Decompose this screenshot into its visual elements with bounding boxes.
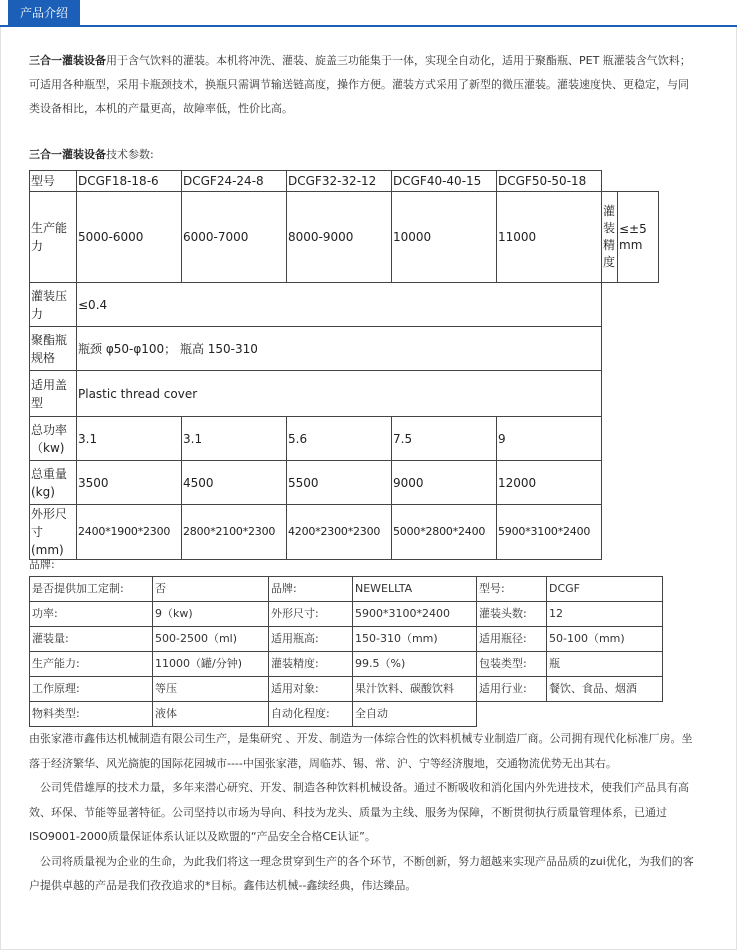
weight-cell: 3500 — [77, 461, 182, 505]
precision-label: 灌装精度 — [602, 192, 618, 283]
spec-row-size — [30, 505, 659, 560]
spec-row-pressure — [30, 283, 659, 327]
param-label: 生产能力: — [30, 652, 153, 677]
capacity-cell: 11000 — [497, 192, 602, 283]
param-label: 包装类型: — [477, 652, 547, 677]
param-label: 品牌: — [269, 577, 353, 602]
size-cell: 5900*3100*2400 — [497, 505, 602, 560]
param-value: 餐饮、食品、烟酒 — [547, 677, 663, 702]
precision-value: ≤±5mm — [618, 192, 659, 283]
params-row — [30, 702, 663, 727]
params-row — [30, 677, 663, 702]
size-cell: 5000*2800*2400 — [392, 505, 497, 560]
model-cell: DCGF18-18-6 — [77, 171, 182, 192]
param-label: 适用瓶高: — [269, 627, 353, 652]
company-paragraph-3: 公司将质量视为企业的生命，为此我们将这一理念贯穿到生产的各个环节，不断创新，努力超越来实现产品品质的zui优化，为我们的客户提供卓越的产品是我们孜孜追求的*目标。鑫伟达机械--鑫续经典，伟达臻品。 — [29, 854, 694, 892]
weight-cell: 4500 — [182, 461, 287, 505]
size-label: 外形尺寸(mm) — [30, 505, 77, 560]
company-intro — [29, 727, 695, 899]
power-cell: 3.1 — [182, 417, 287, 461]
spec-row-cap — [30, 371, 659, 417]
param-value: 9（kw) — [153, 602, 269, 627]
param-value: NEWELLTA — [353, 577, 477, 602]
capacity-cell: 8000-9000 — [287, 192, 392, 283]
weight-label: 总重量(kg) — [30, 461, 77, 505]
param-label: 适用行业: — [477, 677, 547, 702]
param-value: 12 — [547, 602, 663, 627]
param-label: 物料类型: — [30, 702, 153, 727]
weight-cell: 9000 — [392, 461, 497, 505]
company-paragraph-1: 由张家港市鑫伟达机械制造有限公司生产，是集研究 、开发、制造为一体综合性的饮料机械专业制造厂商。公司拥有现代化标准厂房。坐落于经济繁华、风光旖旎的国际花园城市----中国张家港，周临苏、锡、常、沪、宁等经济腹地，交通物流优势无出其右。 — [29, 732, 693, 770]
intro-product-name: 三合一灌装设备 — [29, 54, 106, 67]
capacity-cell: 6000-7000 — [182, 192, 287, 283]
spec-table — [29, 170, 659, 560]
param-value: 液体 — [153, 702, 269, 727]
spec-row-model — [30, 171, 659, 192]
params-row — [30, 577, 663, 602]
weight-cell: 12000 — [497, 461, 602, 505]
weight-cell: 5500 — [287, 461, 392, 505]
size-cell: 4200*2300*2300 — [287, 505, 392, 560]
intro-text: 用于含气饮料的灌装。本机将冲洗、灌装、旋盖三功能集于一体，实现全自动化，适用于聚酯瓶、PET 瓶灌装含气饮料；可适用各种瓶型，采用卡瓶颈技术，换瓶只需调节输送链高度，操作方便。灌装方式采用了新型的微压灌装。灌装速度快、更稳定，与同类设备相比，本机的产量更高，故障率低，性价比高。 — [29, 54, 691, 115]
power-cell: 5.6 — [287, 417, 392, 461]
model-label: 型号 — [30, 171, 77, 192]
product-content — [0, 27, 737, 950]
param-label: 外形尺寸: — [269, 602, 353, 627]
param-label: 灌装量: — [30, 627, 153, 652]
spec-row-weight — [30, 461, 659, 505]
param-value: 否 — [153, 577, 269, 602]
spec-title-suffix: 技术参数: — [106, 148, 154, 161]
param-value: 11000（罐/分钟) — [153, 652, 269, 677]
spec-title-product: 三合一灌装设备 — [29, 148, 106, 161]
param-value: 50-100（mm) — [547, 627, 663, 652]
model-cell: DCGF24-24-8 — [182, 171, 287, 192]
size-cell: 2400*1900*2300 — [77, 505, 182, 560]
power-cell: 7.5 — [392, 417, 497, 461]
pressure-value: ≤0.4 — [77, 283, 602, 327]
brand-label: 品牌: — [29, 558, 55, 571]
model-cell: DCGF32-32-12 — [287, 171, 392, 192]
param-label: 功率: — [30, 602, 153, 627]
param-value: 果汁饮料、碳酸饮料 — [353, 677, 477, 702]
param-value: DCGF — [547, 577, 663, 602]
size-cell: 2800*2100*2300 — [182, 505, 287, 560]
capacity-label: 生产能力 — [30, 192, 77, 283]
cap-value: Plastic thread cover — [77, 371, 602, 417]
param-value: 500-2500（ml) — [153, 627, 269, 652]
tab-product-intro[interactable]: 产品介绍 — [8, 0, 80, 27]
company-paragraph-2: 公司凭借雄厚的技术力量，多年来潜心研究、开发、制造各种饮料机械设备。通过不断吸收和消化国内外先进技术，使我们产品具有高效、环保、节能等显著特征。公司坚持以市场为导向、科技为龙头、质量为主线、服务为保障，不断贯彻执行质量管理体系，已通过ISO9001-2000质量保证体系认证以及欧盟的“产品安全合格CE认证”。 — [29, 781, 689, 843]
spec-row-capacity — [30, 192, 659, 283]
params-table — [29, 576, 663, 727]
power-cell: 9 — [497, 417, 602, 461]
param-label: 工作原理: — [30, 677, 153, 702]
param-label: 是否提供加工定制: — [30, 577, 153, 602]
params-row — [30, 652, 663, 677]
bottle-label: 聚酯瓶规格 — [30, 327, 77, 371]
param-value: 99.5（%) — [353, 652, 477, 677]
model-cell: DCGF40-40-15 — [392, 171, 497, 192]
param-value: 全自动 — [353, 702, 477, 727]
capacity-cell: 10000 — [392, 192, 497, 283]
intro-paragraph — [29, 49, 694, 121]
param-label: 灌装头数: — [477, 602, 547, 627]
param-label: 型号: — [477, 577, 547, 602]
params-row — [30, 602, 663, 627]
param-label: 适用对象: — [269, 677, 353, 702]
spec-row-power — [30, 417, 659, 461]
spec-title — [29, 145, 154, 165]
param-value: 等压 — [153, 677, 269, 702]
param-value: 150-310（mm) — [353, 627, 477, 652]
param-label: 自动化程度: — [269, 702, 353, 727]
capacity-cell: 5000-6000 — [77, 192, 182, 283]
param-label: 适用瓶径: — [477, 627, 547, 652]
bottle-value: 瓶颈 φ50-φ100； 瓶高 150-310 — [77, 327, 602, 371]
params-row — [30, 627, 663, 652]
power-label: 总功率（kw) — [30, 417, 77, 461]
model-cell: DCGF50-50-18 — [497, 171, 602, 192]
cap-label: 适用盖型 — [30, 371, 77, 417]
header-bar — [0, 0, 737, 27]
param-value: 5900*3100*2400 — [353, 602, 477, 627]
spec-row-bottle — [30, 327, 659, 371]
power-cell: 3.1 — [77, 417, 182, 461]
param-label: 灌装精度: — [269, 652, 353, 677]
param-value: 瓶 — [547, 652, 663, 677]
pressure-label: 灌装压力 — [30, 283, 77, 327]
